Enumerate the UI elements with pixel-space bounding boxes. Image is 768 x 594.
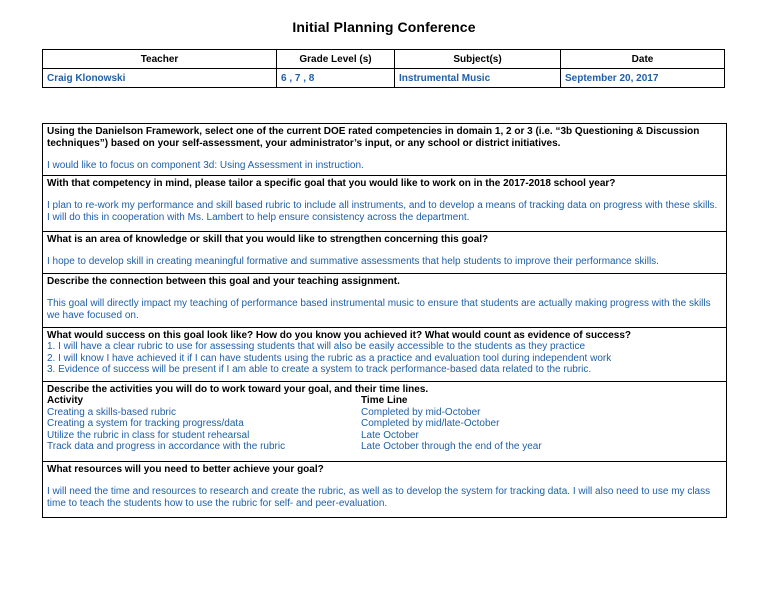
grade-level-value: 6 , 7 , 8: [277, 69, 395, 88]
date-header: Date: [561, 50, 725, 69]
section-answer: I will need the time and resources to research and create the rubric, as well as to develop the system for tracking data. I will also need to use my class time to teach the students how to use the rubric for self- and peer-evaluation.: [47, 486, 711, 509]
section-question: Describe the connection between this goal and your teaching assignment.: [47, 275, 400, 287]
grade-level-header: Grade Level (s): [277, 50, 395, 69]
activity-timeline: Late October through the end of the year: [361, 441, 542, 452]
activity-timeline: Late October: [361, 429, 419, 441]
section-knowledge-skill: [43, 231, 727, 273]
section-competency: [43, 124, 727, 176]
subjects-header: Subject(s): [395, 50, 561, 69]
activity-row: [47, 430, 722, 442]
info-value-row: [43, 69, 725, 88]
list-item: 3. Evidence of success will be present if I am able to create a system to track performance-based data related to the rubric.: [47, 364, 592, 375]
activity-name: Creating a skills-based rubric: [47, 406, 176, 418]
activity-column-header: Activity: [47, 395, 84, 406]
section-activities: [43, 381, 727, 461]
teacher-value: Craig Klonowski: [43, 69, 277, 88]
page-title: Initial Planning Conference: [292, 19, 476, 35]
list-item: 1. I will have a clear rubric to use for assessing students that will also be easily accessible to the students as they practice: [47, 341, 586, 352]
section-answer: I would like to focus on component 3d: Using Assessment in instruction.: [47, 160, 364, 171]
activity-row: [47, 407, 722, 419]
date-value: September 20, 2017: [561, 69, 725, 88]
section-question: Using the Danielson Framework, select one of the current DOE rated competencies in domain 1, 2 or 3 (i.e. “3b Questioning & Discussion techniques”) based on your self-assessment, your administrator’s input, or any school or district initiatives.: [47, 126, 700, 149]
activity-timeline: Completed by mid/late-October: [361, 418, 500, 429]
activity-name: Creating a system for tracking progress/data: [47, 418, 244, 429]
subjects-value: Instrumental Music: [395, 69, 561, 88]
section-resources: [43, 461, 727, 517]
section-goal: [43, 175, 727, 231]
section-question: With that competency in mind, please tailor a specific goal that you would like to work on in the 2017-2018 school year?: [47, 177, 616, 189]
list-item: 2. I will know I have achieved it if I can have students using the rubric as a practice and evaluation tool during independent work: [47, 352, 612, 364]
section-question: What is an area of knowledge or skill that you would like to strengthen concerning this goal?: [47, 233, 489, 245]
timeline-column-header: Time Line: [361, 395, 408, 406]
section-answer: This goal will directly impact my teaching of performance based instrumental music to ensure that students are actually making progress with the skills we have focused on.: [47, 298, 711, 321]
activity-row: [47, 441, 722, 453]
section-answer: I plan to re-work my performance and skill based rubric to include all instruments, and to develop a means of tracking data on progress with these skills. I will do this in cooperation with Ms. Lambert to help ensure consistency across the department.: [47, 200, 718, 223]
teacher-header: Teacher: [43, 50, 277, 69]
activity-timeline: Completed by mid-October: [361, 406, 481, 418]
section-question: Describe the activities you will do to work toward your goal, and their time lines.: [47, 383, 429, 395]
section-connection: [43, 273, 727, 327]
activity-row: [47, 418, 722, 430]
conference-info-table: [42, 49, 725, 88]
section-question: What would success on this goal look like? How do you know you achieved it? What would count as evidence of success?: [47, 329, 631, 341]
activity-name: Track data and progress in accordance with the rubric: [47, 441, 286, 452]
section-success: [43, 327, 727, 381]
planning-questions-table: [42, 123, 727, 518]
activity-header-row: [47, 395, 722, 407]
info-header-row: [43, 50, 725, 69]
section-question: What resources will you need to better achieve your goal?: [47, 463, 324, 475]
section-answer: I hope to develop skill in creating meaningful formative and summative assessments that help students to improve their performance skills.: [47, 256, 659, 267]
activity-name: Utilize the rubric in class for student rehearsal: [47, 429, 250, 441]
